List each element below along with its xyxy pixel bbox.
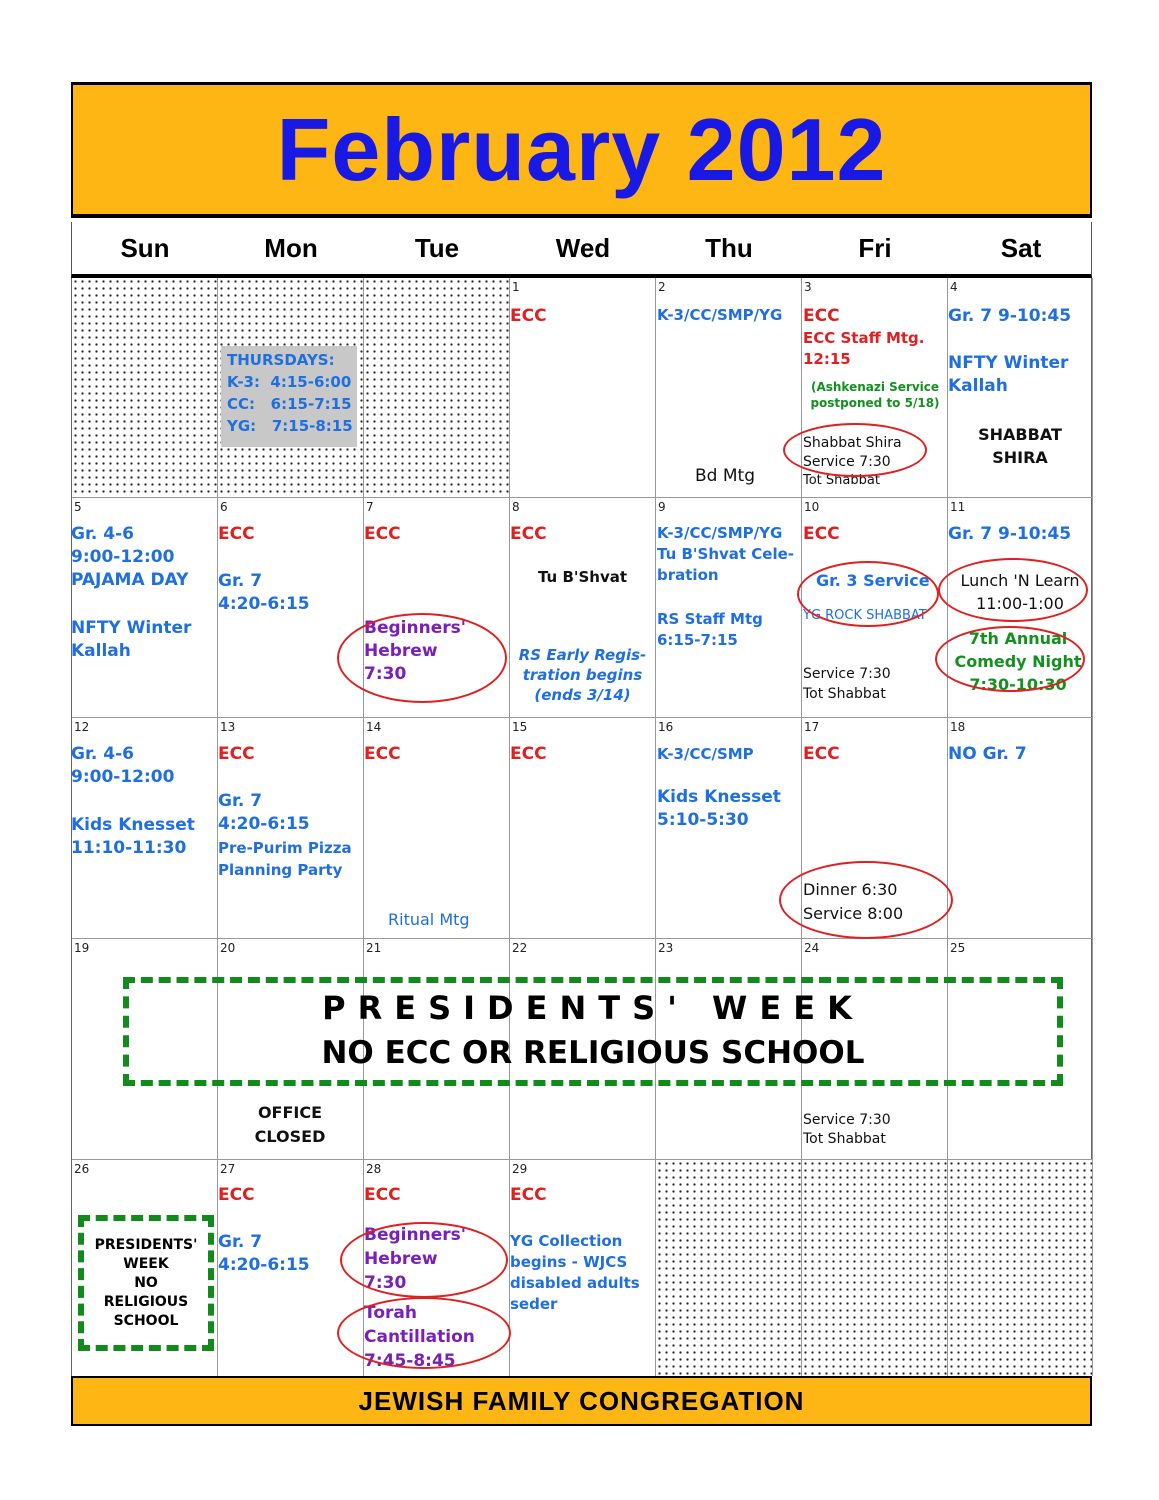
dow-mon: Mon <box>264 232 318 263</box>
event-ashkenazi-note: (Ashkenazi Service postponed to 5/18) <box>810 380 940 410</box>
event-beginners-hebrew: Beginners' Hebrew 7:30 <box>364 618 466 684</box>
congregation-name: JEWISH FAMILY CONGREGATION <box>358 1385 805 1416</box>
event-nfty-kallah: NFTY Winter Kallah <box>71 618 192 661</box>
banner-line-1: PRESIDENTS' WEEK <box>322 989 864 1027</box>
date-number: 24 <box>804 941 820 955</box>
presidents-week-banner <box>123 977 1063 1086</box>
empty-cell <box>72 278 218 498</box>
thursdays-line-cc: CC: 6:15-7:15 <box>227 395 352 413</box>
presidents-week-small-banner: PRESIDENTS' WEEK NO RELIGIOUS SCHOOL <box>78 1215 214 1351</box>
event-k3-tu-bshvat-celebration: K-3/CC/SMP/YG Tu B'Shvat Cele- bration <box>657 524 795 584</box>
thursdays-heading: THURSDAYS: <box>227 351 335 369</box>
thursdays-line-k3: K-3: 4:15-6:00 <box>227 373 352 391</box>
event-torah-cantillation: Torah Cantillation 7:45-8:45 <box>364 1303 475 1371</box>
event-beginners-hebrew: Beginners' Hebrew 7:30 <box>364 1225 466 1293</box>
event-gr4-6: Gr. 4-6 9:00-12:00 <box>71 744 175 787</box>
event-ecc: ECC <box>510 1185 547 1205</box>
calendar-header <box>71 82 1092 218</box>
event-lunch-n-learn: Lunch 'N Learn 11:00-1:00 <box>960 571 1080 613</box>
event-gr7: Gr. 7 9-10:45 <box>948 524 1072 544</box>
empty-cell <box>656 1160 802 1376</box>
event-yg-rock-shabbat: YG ROCK SHABBAT <box>803 608 927 623</box>
date-number: 16 <box>658 720 674 734</box>
dow-sun: Sun <box>120 232 170 263</box>
thursdays-line-yg: YG: 7:15-8:15 <box>227 417 353 435</box>
event-shabbat-shira: SHABBAT SHIRA <box>978 425 1062 467</box>
event-tot-shabbat: Tot Shabbat <box>803 473 880 488</box>
event-ecc: ECC <box>803 306 840 326</box>
event-ecc: ECC <box>218 524 255 544</box>
event-tu-bshvat: Tu B'Shvat <box>537 568 628 586</box>
event-service-tot-shabbat: Service 7:30 Tot Shabbat <box>803 666 891 702</box>
event-ecc: ECC <box>364 744 401 764</box>
date-number: 5 <box>74 500 82 514</box>
date-number: 19 <box>74 941 90 955</box>
empty-cell <box>802 1160 948 1376</box>
date-number: 26 <box>74 1162 90 1176</box>
event-ecc: ECC <box>510 524 547 544</box>
date-number: 3 <box>804 280 812 294</box>
event-ecc: ECC <box>803 524 840 544</box>
date-number: 17 <box>804 720 820 734</box>
event-kids-knesset: Kids Knesset 11:10-11:30 <box>71 815 195 858</box>
event-service-tot-shabbat: Service 7:30 Tot Shabbat <box>803 1112 891 1147</box>
days-of-week-row <box>71 222 1092 278</box>
dow-thu: Thu <box>705 232 753 263</box>
footer-bar <box>71 1376 1092 1426</box>
event-ecc-staff-meeting: ECC Staff Mtg. 12:15 <box>803 329 925 368</box>
event-office-closed: OFFICE CLOSED <box>254 1103 326 1146</box>
date-number: 14 <box>366 720 382 734</box>
event-ecc: ECC <box>510 744 547 764</box>
event-ecc: ECC <box>803 744 840 764</box>
date-number: 1 <box>512 280 520 294</box>
event-ecc: ECC <box>218 1185 255 1205</box>
event-gr7: Gr. 7 4:20-6:15 <box>218 1232 310 1275</box>
event-ecc: ECC <box>218 744 255 764</box>
date-number: 18 <box>950 720 966 734</box>
date-number: 25 <box>950 941 966 955</box>
event-rs-staff-meeting: RS Staff Mtg 6:15-7:15 <box>657 610 763 649</box>
date-number: 22 <box>512 941 528 955</box>
event-gr7: Gr. 7 4:20-6:15 <box>218 791 310 834</box>
event-shabbat-shira-service: Shabbat Shira Service 7:30 <box>803 435 902 470</box>
date-number: 7 <box>366 500 374 514</box>
date-number: 11 <box>950 500 966 514</box>
date-number: 21 <box>366 941 382 955</box>
event-rs-early-registration: RS Early Regis- tration begins (ends 3/14) <box>518 646 647 704</box>
date-number: 13 <box>220 720 236 734</box>
event-gr4-6-pajama: Gr. 4-6 9:00-12:00 PAJAMA DAY <box>71 524 189 590</box>
date-number: 2 <box>658 280 666 294</box>
event-ritual-meeting: Ritual Mtg <box>388 910 470 929</box>
event-ecc: ECC <box>364 1185 401 1205</box>
dow-sat: Sat <box>1000 232 1042 263</box>
calendar-title: February 2012 <box>276 99 887 199</box>
dow-tue: Tue <box>414 232 460 263</box>
date-number: 6 <box>220 500 228 514</box>
event-comedy-night: 7th Annual Comedy Night 7:30-10:30 <box>954 629 1082 694</box>
empty-cell <box>364 278 510 498</box>
event-kids-knesset: Kids Knesset 5:10-5:30 <box>657 787 781 830</box>
date-number: 9 <box>658 500 666 514</box>
date-number: 15 <box>512 720 528 734</box>
date-number: 29 <box>512 1162 528 1176</box>
event-dinner-service: Dinner 6:30 Service 8:00 <box>803 880 904 923</box>
dow-wed: Wed <box>555 232 611 263</box>
event-ecc: ECC <box>364 524 401 544</box>
event-k3-cc-smp-yg: K-3/CC/SMP/YG <box>657 306 783 324</box>
date-number: 10 <box>804 500 820 514</box>
date-number: 28 <box>366 1162 382 1176</box>
event-ecc: ECC <box>510 306 547 326</box>
event-pre-purim-pizza: Pre-Purim Pizza Planning Party <box>218 839 352 879</box>
event-k3-cc-smp: K-3/CC/SMP <box>657 745 754 763</box>
event-nfty-kallah: NFTY Winter Kallah <box>948 353 1069 396</box>
event-yg-collection: YG Collection begins - WJCS disabled adults seder <box>510 1232 640 1313</box>
date-number: 27 <box>220 1162 236 1176</box>
date-number: 8 <box>512 500 520 514</box>
banner-line-2: NO ECC OR RELIGIOUS SCHOOL <box>321 1035 865 1071</box>
event-no-gr7: NO Gr. 7 <box>948 744 1027 764</box>
date-number: 12 <box>74 720 90 734</box>
empty-cell <box>948 1160 1093 1376</box>
date-number: 20 <box>220 941 236 955</box>
event-board-meeting: Bd Mtg <box>695 466 755 486</box>
event-gr3-service: Gr. 3 Service <box>816 571 930 590</box>
event-gr7: Gr. 7 9-10:45 <box>948 306 1072 326</box>
event-gr7: Gr. 7 4:20-6:15 <box>218 571 310 614</box>
date-number: 23 <box>658 941 674 955</box>
date-number: 4 <box>950 280 958 294</box>
dow-fri: Fri <box>858 232 892 263</box>
